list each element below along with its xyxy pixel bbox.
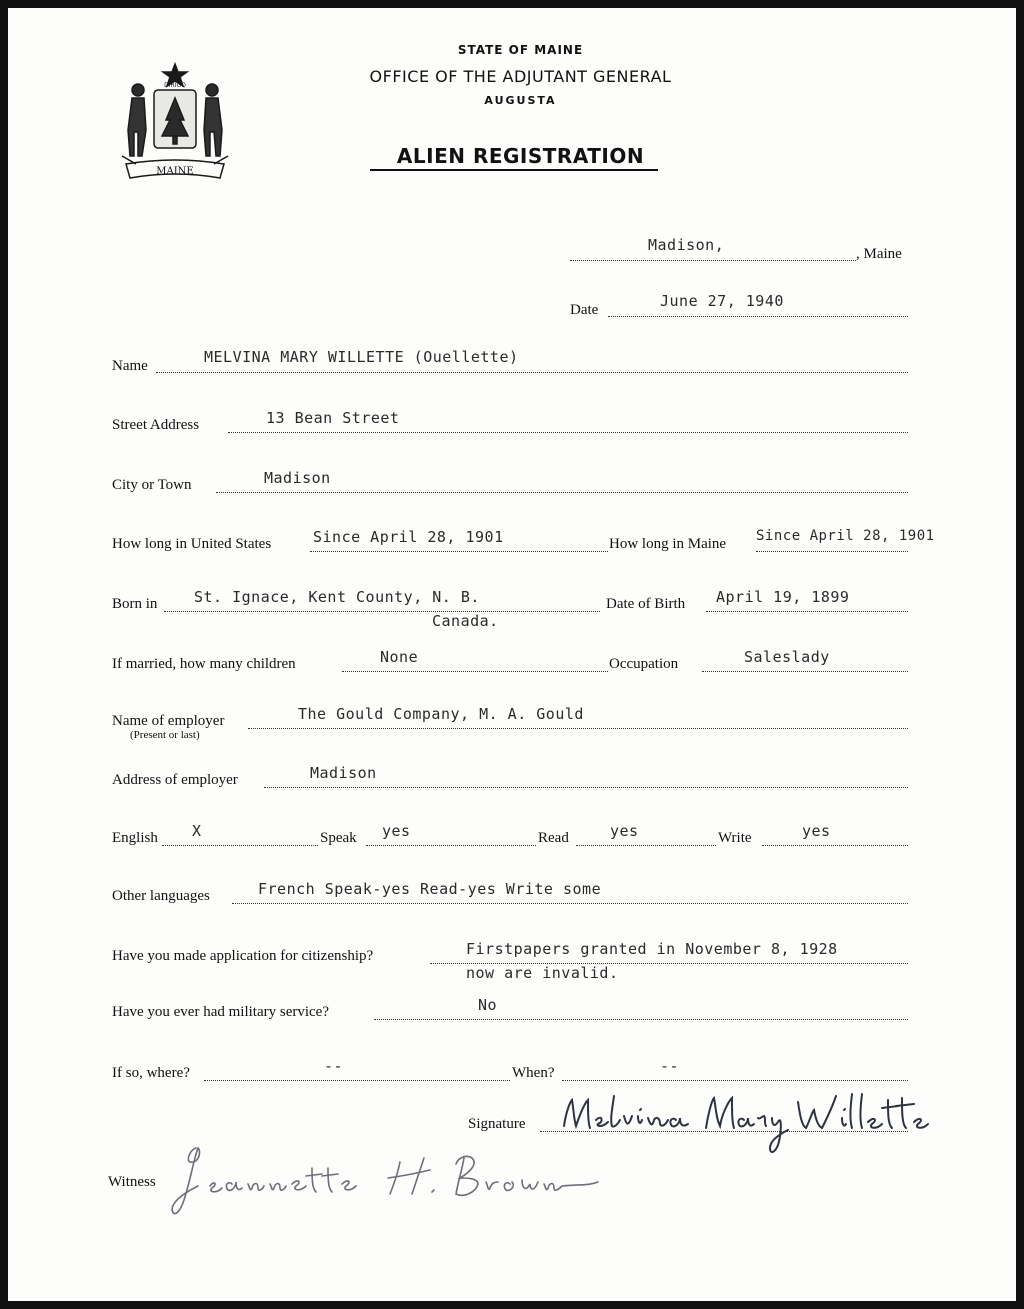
born-in-country-value: Canada. xyxy=(432,612,499,630)
employer-address-label: Address of employer xyxy=(112,772,238,788)
employer-value: The Gould Company, M. A. Gould xyxy=(298,705,584,723)
street-value: 13 Bean Street xyxy=(266,409,400,427)
where-value: -- xyxy=(324,1057,344,1075)
employer-label: Name of employer xyxy=(112,713,225,729)
how-long-maine-label: How long in Maine xyxy=(609,536,727,552)
english-speak-value: yes xyxy=(382,822,411,840)
english-read-value: yes xyxy=(610,822,639,840)
witness-label: Witness xyxy=(108,1174,156,1190)
registration-form xyxy=(8,8,1016,1301)
when-value: -- xyxy=(660,1057,680,1075)
read-label: Read xyxy=(538,830,569,846)
svg-text:MAINE: MAINE xyxy=(156,166,194,177)
citizenship-label: Have you made application for citizenship? xyxy=(112,948,374,964)
city-value: Madison xyxy=(264,469,331,487)
children-label: If married, how many children xyxy=(112,656,296,672)
state-heading: STATE OF MAINE xyxy=(457,43,584,57)
street-label: Street Address xyxy=(112,417,200,433)
citizenship-value: Firstpapers granted in November 8, 1928 xyxy=(466,940,838,958)
date-value: June 27, 1940 xyxy=(660,292,784,310)
military-value: No xyxy=(478,996,498,1014)
witness-signature-handwriting xyxy=(168,1138,608,1238)
office-heading: OFFICE OF THE ADJUTANT GENERAL xyxy=(369,67,672,86)
how-long-us-value: Since April 28, 1901 xyxy=(313,528,504,546)
name-value: MELVINA MARY WILLETTE (Ouellette) xyxy=(204,348,519,366)
other-languages-label: Other languages xyxy=(112,888,210,904)
other-languages-value: French Speak-yes Read-yes Write some xyxy=(258,880,602,898)
city-heading: AUGUSTA xyxy=(484,94,557,107)
occupation-value: Saleslady xyxy=(744,648,830,666)
dob-value: April 19, 1899 xyxy=(716,588,850,606)
name-label: Name xyxy=(112,358,148,374)
when-label: When? xyxy=(512,1065,555,1081)
write-label: Write xyxy=(718,830,752,846)
date-label: Date xyxy=(570,302,599,318)
town-value: Madison, xyxy=(648,236,725,254)
dob-label: Date of Birth xyxy=(606,596,686,612)
where-label: If so, where? xyxy=(112,1065,190,1081)
city-label: City or Town xyxy=(112,477,192,493)
children-value: None xyxy=(380,648,419,666)
maine-state-seal-icon xyxy=(116,60,234,190)
occupation-label: Occupation xyxy=(609,656,679,672)
title-underline xyxy=(370,169,658,171)
english-label: English xyxy=(112,830,158,846)
speak-label: Speak xyxy=(320,830,357,846)
form-title: ALIEN REGISTRATION xyxy=(396,144,645,168)
signature-label: Signature xyxy=(468,1116,526,1132)
born-in-label: Born in xyxy=(112,596,158,612)
employer-address-value: Madison xyxy=(310,764,377,782)
how-long-us-label: How long in United States xyxy=(112,536,272,552)
military-label: Have you ever had military service? xyxy=(112,1004,329,1020)
employer-note: (Present or last) xyxy=(130,729,200,741)
citizenship-note-value: now are invalid. xyxy=(466,964,619,982)
english-write-value: yes xyxy=(802,822,831,840)
born-in-value: St. Ignace, Kent County, N. B. xyxy=(194,588,480,606)
maine-label: , Maine xyxy=(856,246,902,262)
svg-text:DIRIGO: DIRIGO xyxy=(164,82,186,89)
how-long-maine-value: Since April 28, 1901 xyxy=(756,528,935,544)
english-value: X xyxy=(192,822,202,840)
